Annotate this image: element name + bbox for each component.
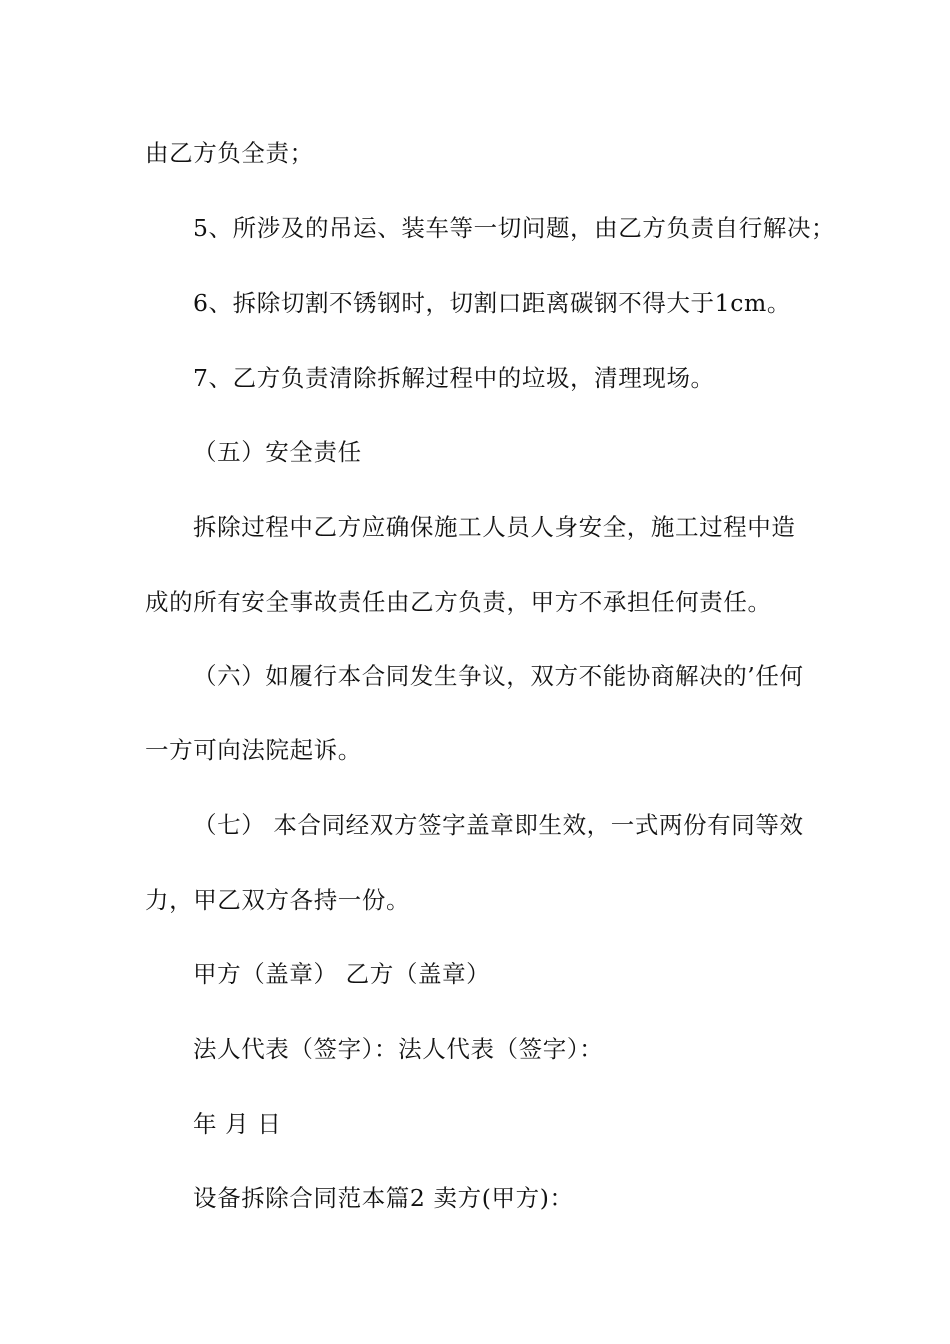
paragraph-line: 一方可向法院起诉。 [145, 736, 362, 764]
clause-5: 5、所涉及的吊运、装车等一切问题，由乙方负责自行解决； [193, 214, 836, 242]
section-heading-7: （七） 本合同经双方签字盖章即生效，一式两份有同等效 [193, 811, 804, 839]
date-line: 年 月 日 [193, 1110, 282, 1138]
paragraph-line: 拆除过程中乙方应确保施工人员人身安全，施工过程中造 [193, 513, 796, 541]
paragraph-line: 力，甲乙双方各持一份。 [145, 886, 411, 914]
signature-line: 法人代表（签字）：法人代表（签字）： [193, 1035, 604, 1063]
clause-7: 7、乙方负责清除拆解过程中的垃圾，清理现场。 [193, 364, 715, 392]
clause-6: 6、拆除切割不锈钢时，切割口距离碳钢不得大于1cm。 [193, 289, 791, 317]
section-heading-6: （六）如履行本合同发生争议，双方不能协商解决的’任何 [193, 662, 804, 690]
paragraph-line: 由乙方负全责； [145, 139, 314, 167]
seal-line: 甲方（盖章） 乙方（盖章） [193, 960, 491, 988]
paragraph-line: 成的所有安全事故责任由乙方负责，甲方不承担任何责任。 [145, 588, 772, 616]
next-section-title: 设备拆除合同范本篇2 卖方(甲方)： [193, 1184, 574, 1212]
section-heading-5: （五）安全责任 [193, 438, 362, 466]
